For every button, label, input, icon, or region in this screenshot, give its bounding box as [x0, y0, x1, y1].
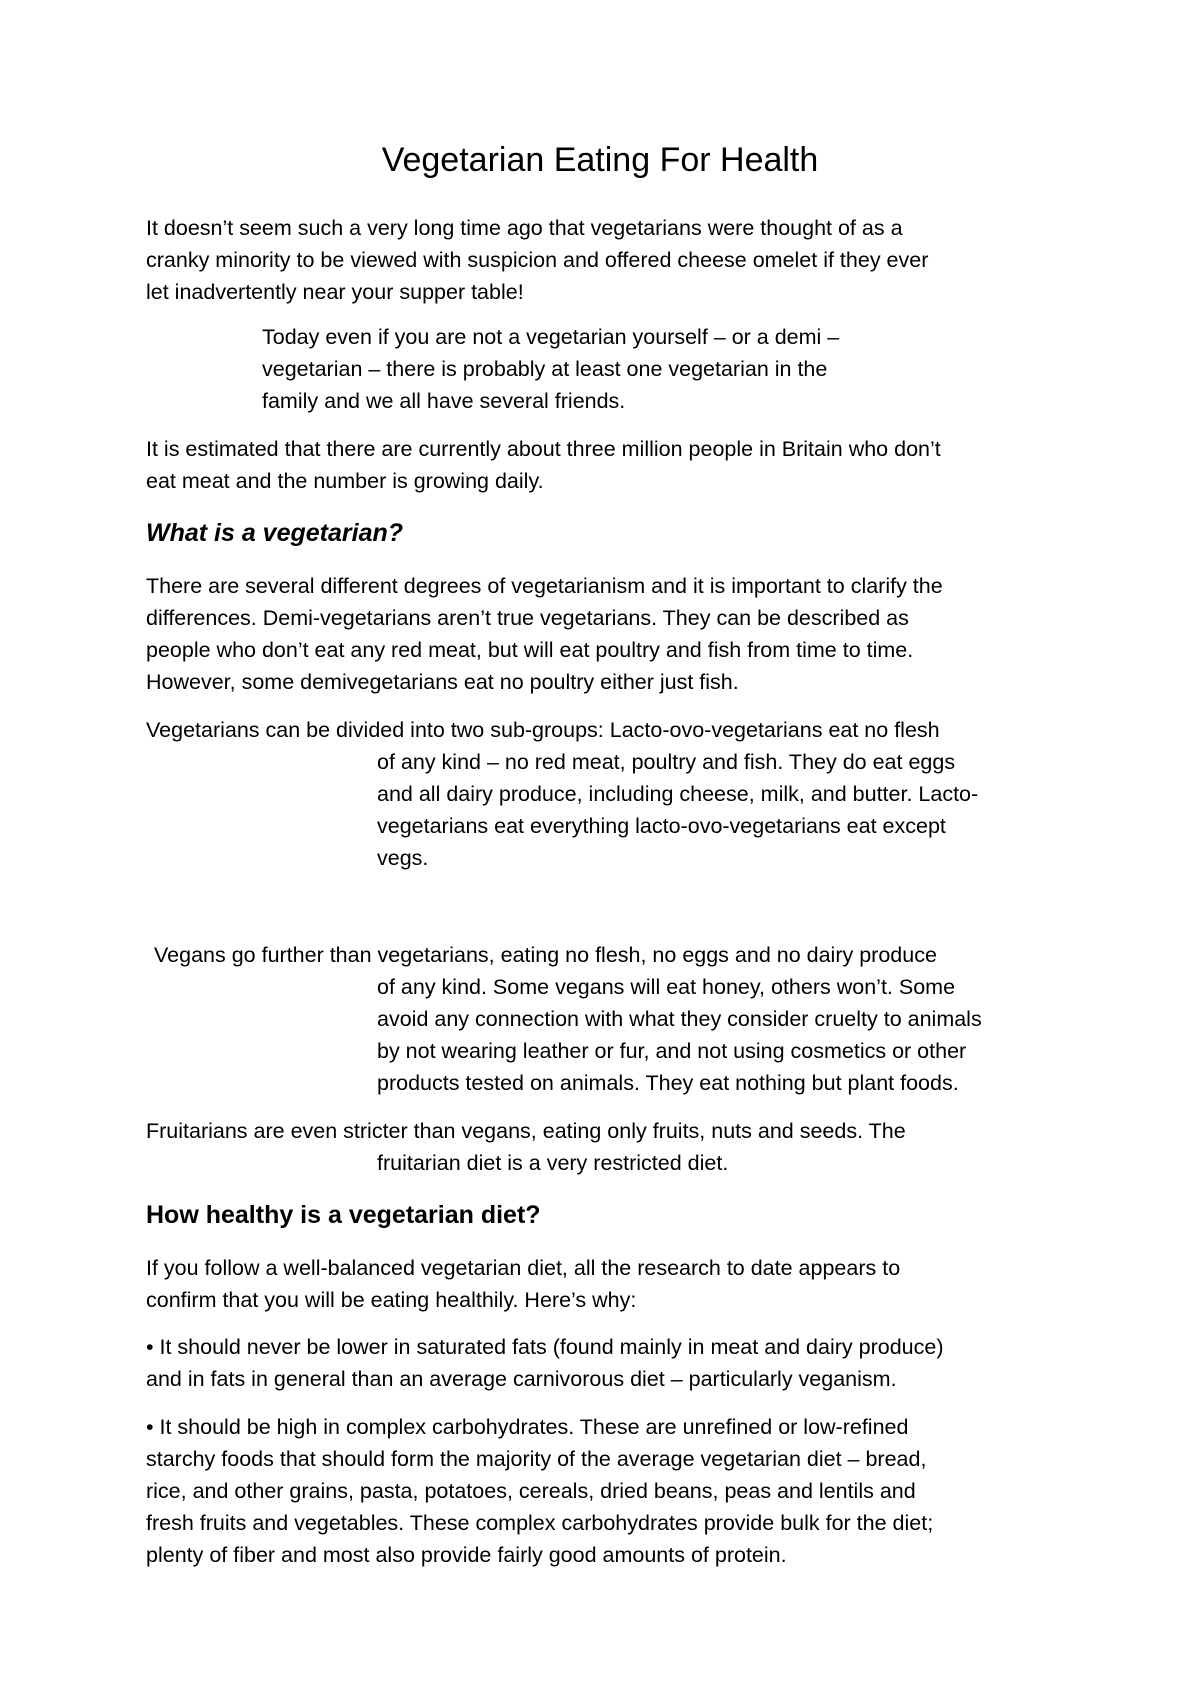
text-line: of any kind. Some vegans will eat honey, others won’t. Some	[377, 975, 956, 999]
text-line: vegs.	[377, 846, 429, 870]
text-line: fruitarian diet is a very restricted diet.	[377, 1151, 729, 1175]
intro-paragraph	[146, 212, 1066, 308]
vegans-paragraph	[154, 939, 1074, 1099]
text-line: let inadvertently near your supper table!	[146, 280, 524, 304]
text-line: differences. Demi-vegetarians aren’t true vegetarians. They can be described as	[146, 606, 909, 630]
text-line: vegetarian – there is probably at least one vegetarian in the	[262, 357, 828, 381]
text-line: starchy foods that should form the majority of the average vegetarian diet – bread,	[146, 1447, 927, 1471]
text-line: avoid any connection with what they consider cruelty to animals	[377, 1007, 982, 1031]
bullet-item	[146, 1331, 1066, 1395]
text-line: confirm that you will be eating healthily. Here’s why:	[146, 1288, 637, 1312]
text-line: people who don’t eat any red meat, but will eat poultry and fish from time to time.	[146, 638, 914, 662]
text-line: • It should never be lower in saturated fats (found mainly in meat and dairy produce)	[146, 1335, 944, 1359]
text-line: It doesn’t seem such a very long time ago that vegetarians were thought of as a	[146, 216, 903, 240]
subgroups-paragraph	[146, 714, 1066, 874]
text-line: vegetarians eat everything lacto-ovo-vegetarians eat except	[377, 814, 946, 838]
text-line: Vegetarians can be divided into two sub-groups: Lacto-ovo-vegetarians eat no flesh	[146, 718, 940, 742]
document-title: Vegetarian Eating For Health	[381, 141, 819, 179]
fruitarians-paragraph	[146, 1115, 1066, 1179]
text-line: • It should be high in complex carbohydrates. These are unrefined or low-refined	[146, 1415, 909, 1439]
text-line: family and we all have several friends.	[262, 389, 626, 413]
text-line: of any kind – no red meat, poultry and fish. They do eat eggs	[377, 750, 956, 774]
section-heading-what-is: What is a vegetarian?	[146, 519, 404, 547]
text-line: and in fats in general than an average carnivorous diet – particularly veganism.	[146, 1367, 897, 1391]
text-line: If you follow a well-balanced vegetarian diet, all the research to date appears to	[146, 1256, 901, 1280]
quote-paragraph	[262, 321, 1182, 417]
text-line: cranky minority to be viewed with suspicion and offered cheese omelet if they ever	[146, 248, 929, 272]
text-line: products tested on animals. They eat nothing but plant foods.	[377, 1071, 959, 1095]
text-line: Vegans go further than vegetarians, eating no flesh, no eggs and no dairy produce	[154, 943, 937, 967]
healthy-intro-paragraph	[146, 1252, 1066, 1316]
bullet-item	[146, 1411, 1066, 1571]
section-heading-how-healthy: How healthy is a vegetarian diet?	[146, 1201, 541, 1229]
text-line: by not wearing leather or fur, and not using cosmetics or other	[377, 1039, 967, 1063]
text-line: It is estimated that there are currently about three million people in Britain who don’t	[146, 437, 941, 461]
text-line: plenty of fiber and most also provide fairly good amounts of protein.	[146, 1543, 787, 1567]
text-line: There are several different degrees of vegetarianism and it is important to clarify the	[146, 574, 943, 598]
text-line: fresh fruits and vegetables. These complex carbohydrates provide bulk for the diet;	[146, 1511, 934, 1535]
estimate-paragraph	[146, 433, 1066, 497]
text-line: Fruitarians are even stricter than vegans, eating only fruits, nuts and seeds. The	[146, 1119, 906, 1143]
text-line: Today even if you are not a vegetarian yourself – or a demi –	[262, 325, 840, 349]
text-line: and all dairy produce, including cheese, milk, and butter. Lacto-	[377, 782, 979, 806]
text-line: rice, and other grains, pasta, potatoes, cereals, dried beans, peas and lentils and	[146, 1479, 916, 1503]
degrees-paragraph	[146, 570, 1066, 698]
text-line: However, some demivegetarians eat no poultry either just fish.	[146, 670, 739, 694]
text-line: eat meat and the number is growing daily.	[146, 469, 544, 493]
